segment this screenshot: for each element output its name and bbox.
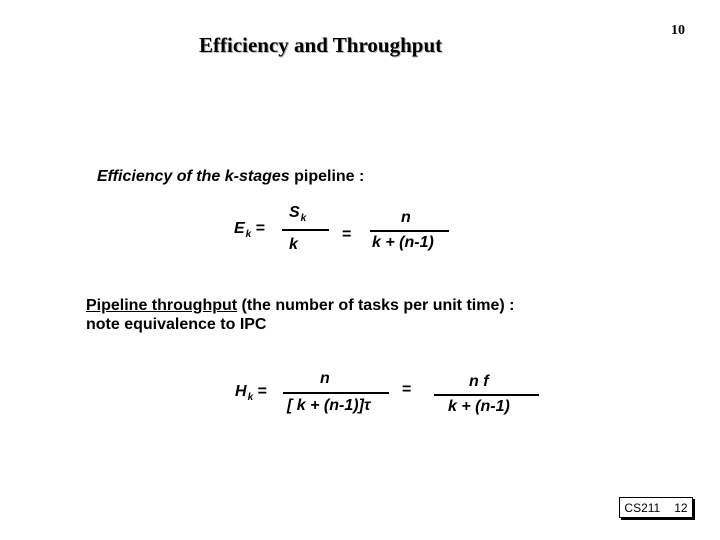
footer-course: CS211 [624, 500, 661, 515]
throughput-heading [86, 296, 514, 334]
efficiency-equals2: = [342, 226, 352, 243]
page-number: 10 [671, 23, 685, 38]
efficiency-frac2-numerator: n [401, 209, 411, 226]
efficiency-heading [97, 168, 364, 186]
throughput-heading-line2: note equivalence to IPC [86, 316, 267, 333]
footer-slide-label [619, 497, 693, 518]
efficiency-heading-italic: k-stages [224, 168, 290, 185]
throughput-equals: = [257, 383, 267, 400]
slide-title: Efficiency and Throughput [199, 33, 443, 57]
throughput-frac2-bar [434, 394, 539, 396]
throughput-heading-rest: (the number of tasks per unit time) : [237, 297, 515, 314]
throughput-frac1-numerator: n [320, 370, 330, 387]
throughput-equals2: = [402, 381, 412, 398]
efficiency-frac2-denominator: k + (n-1) [372, 234, 434, 251]
efficiency-lhs [234, 220, 265, 238]
efficiency-frac1-bar [282, 229, 329, 231]
throughput-frac1-bar [283, 392, 389, 394]
efficiency-frac1-numerator [289, 204, 306, 222]
throughput-frac2-numerator: n f [469, 373, 489, 390]
efficiency-frac1-num-symbol: S [289, 204, 300, 221]
efficiency-heading-prefix: Efficiency of the [97, 168, 225, 185]
throughput-lhs [235, 383, 267, 401]
throughput-frac1-denominator: [ k + (n-1)]τ [287, 397, 371, 414]
efficiency-frac2-bar [370, 230, 449, 232]
throughput-lhs-symbol: H [235, 383, 247, 400]
throughput-frac2-denominator: k + (n-1) [448, 398, 510, 415]
footer-slide-number: 12 [674, 500, 688, 515]
throughput-lhs-subscript: k [247, 392, 254, 403]
efficiency-heading-suffix: pipeline : [289, 168, 365, 185]
efficiency-equals: = [255, 220, 266, 237]
throughput-heading-underlined: Pipeline throughput [86, 297, 238, 314]
efficiency-lhs-subscript: k [245, 229, 252, 240]
efficiency-lhs-symbol: E [234, 220, 245, 237]
efficiency-frac1-denominator: k [289, 236, 298, 253]
efficiency-frac1-num-subscript: k [300, 213, 307, 224]
